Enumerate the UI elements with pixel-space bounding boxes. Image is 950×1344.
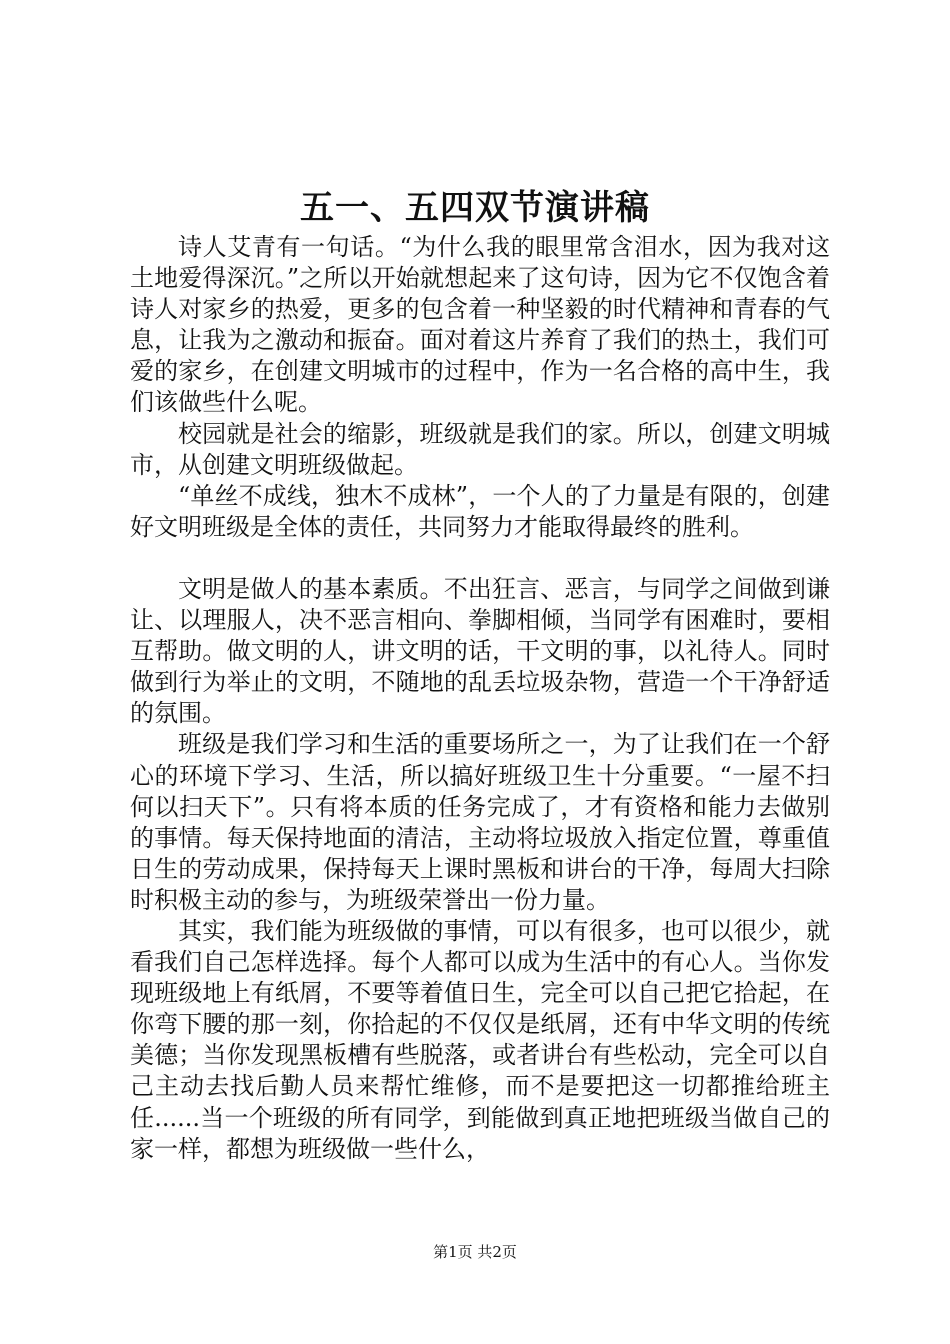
paragraph-4: 文明是做人的基本素质。不出狂言、恶言，与同学之间做到谦让、以理服人，决不恶言相向、拳脚相倾，当同学有困难时，要相互帮助。做文明的人，讲文明的话，干文明的事，以礼待人。同时做到行为举止的文明，不随地的乱丢垃圾杂物，营造一个干净舒适的氛围。 (130, 574, 830, 728)
paragraph-1: 诗人艾青有一句话。“为什么我的眼里常含泪水，因为我对这土地爱得深沉。”之所以开始就想起来了这句诗，因为它不仅饱含着诗人对家乡的热爱，更多的包含着一种坚毅的时代精神和青春的气息，让我为之激动和振奋。面对着这片养育了我们的热土，我们可爱的家乡，在创建文明城市的过程中，作为一名合格的高中生，我们该做些什么呢。 (130, 233, 830, 417)
body-text (130, 232, 830, 1165)
paragraph-6: 其实，我们能为班级做的事情，可以有很多，也可以很少，就看我们自己怎样选择。每个人都可以成为生活中的有心人。当你发现班级地上有纸屑，不要等着值日生，完全可以自己把它拾起，在你弯下腰的那一刻，你拾起的不仅仅是纸屑，还有中华文明的传统美德；当你发现黑板槽有些脱落，或者讲台有些松动，完全可以自己主动去找后勤人员来帮忙维修，而不是要把这一切都推给班主任......当一个班级的所有同学，到能做到真正地把班级当做自己的家一样，都想为班级做一些什么， (130, 916, 830, 1163)
page-title: 五一、五四双节演讲稿 (300, 188, 650, 228)
paragraph-5: 班级是我们学习和生活的重要场所之一，为了让我们在一个舒心的环境下学习、生活，所以搞好班级卫生十分重要。“一屋不扫何以扫天下”。只有将本质的任务完成了，才有资格和能力去做别的事情。每天保持地面的清洁，主动将垃圾放入指定位置，尊重值日生的劳动成果，保持每天上课时黑板和讲台的干净，每周大扫除时积极主动的参与，为班级荣誉出一份力量。 (130, 730, 830, 914)
paragraph-2: 校园就是社会的缩影，班级就是我们的家。所以，创建文明城市，从创建文明班级做起。 (130, 419, 830, 479)
paragraph-spacer (130, 543, 830, 574)
page-footer (0, 1242, 950, 1262)
paragraph-3: “单丝不成线，独木不成林”，一个人的了力量是有限的，创建好文明班级是全体的责任，共同努力才能取得最终的胜利。 (130, 481, 830, 541)
page-number: 第1页 共2页 (433, 1243, 517, 1261)
